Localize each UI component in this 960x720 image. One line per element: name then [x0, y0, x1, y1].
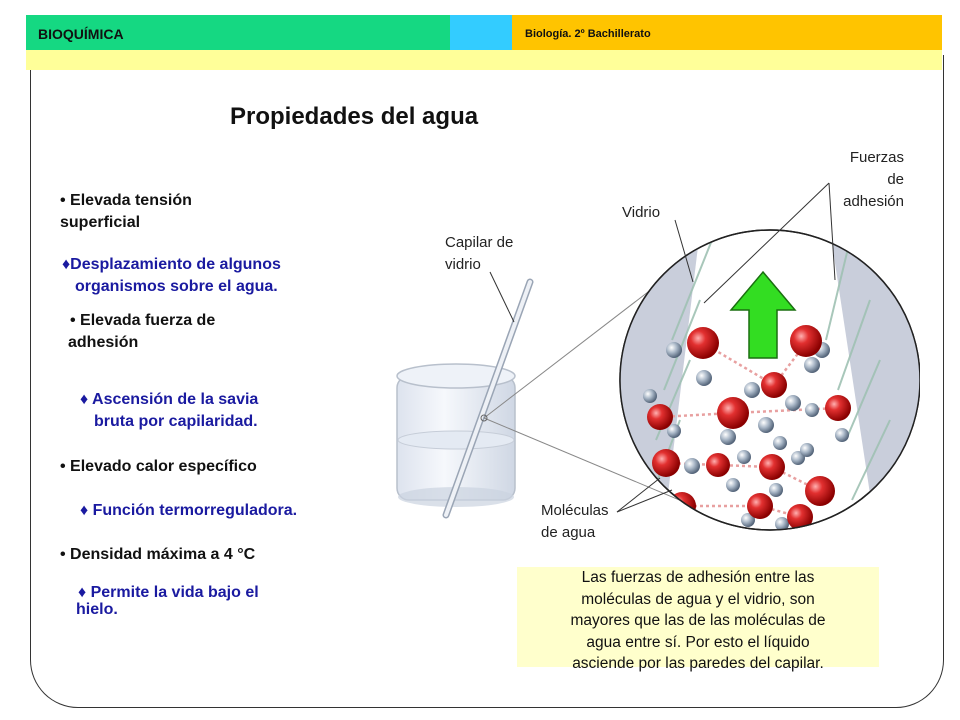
caption-line: moléculas de agua y el vidrio, son: [581, 590, 815, 608]
property-line: adhesión: [68, 334, 139, 351]
property-line: • Elevado calor específico: [60, 458, 257, 475]
consequence-line: bruta por capilaridad.: [94, 413, 258, 430]
consequence-line: ♦ Función termorreguladora.: [80, 502, 298, 519]
caption-line: agua entre sí. Por esto el líquido: [586, 633, 810, 651]
consequence-adhesion: [80, 389, 258, 433]
course-title: Biología. 2º Bachillerato: [525, 28, 651, 40]
label-line: Moléculas: [541, 502, 609, 519]
label-line: de: [887, 171, 904, 188]
label-line: Capilar de: [445, 234, 514, 251]
consequence-line: ♦ Ascensión de la savia: [80, 391, 259, 408]
property-specific-heat: [60, 456, 257, 478]
consequence-line: organismos sobre el agua.: [75, 278, 278, 295]
property-line: • Elevada fuerza de: [70, 312, 216, 329]
consequence-line: ♦ Permite la vida bajo el: [78, 584, 259, 601]
property-line: • Elevada tensión: [60, 192, 192, 209]
property-line: • Densidad máxima a 4 °C: [60, 546, 256, 563]
page-title: Propiedades del agua: [230, 103, 479, 130]
label-line: Fuerzas: [849, 149, 904, 166]
property-adhesion: [70, 310, 215, 354]
explanation-caption: [517, 567, 879, 672]
consequence-max-density: [78, 584, 259, 618]
label-water-molecules: [541, 500, 609, 544]
consequence-line: ♦Desplazamiento de algunos: [62, 256, 281, 273]
header-accent-bar: [450, 15, 512, 50]
property-max-density: [60, 544, 255, 566]
label-capillary: [445, 232, 513, 276]
caption-line: Las fuerzas de adhesión entre las: [581, 569, 815, 586]
label-line: vidrio: [445, 256, 481, 273]
label-glass: Vidrio: [622, 204, 661, 221]
section-title: BIOQUÍMICA: [38, 26, 124, 42]
label-adhesion-forces: [843, 147, 904, 213]
property-surface-tension: [60, 190, 192, 234]
caption-line: mayores que las de las moléculas de: [570, 612, 826, 629]
label-line: de agua: [541, 524, 596, 541]
caption-line: asciende por las paredes del capilar.: [572, 655, 824, 672]
consequence-surface-tension: [62, 254, 281, 298]
header-band: [26, 50, 942, 70]
magnified-view: [610, 230, 920, 560]
consequence-line: hielo.: [76, 601, 118, 618]
property-line: superficial: [60, 214, 141, 231]
label-line: adhesión: [843, 193, 904, 210]
consequence-specific-heat: [80, 500, 297, 522]
